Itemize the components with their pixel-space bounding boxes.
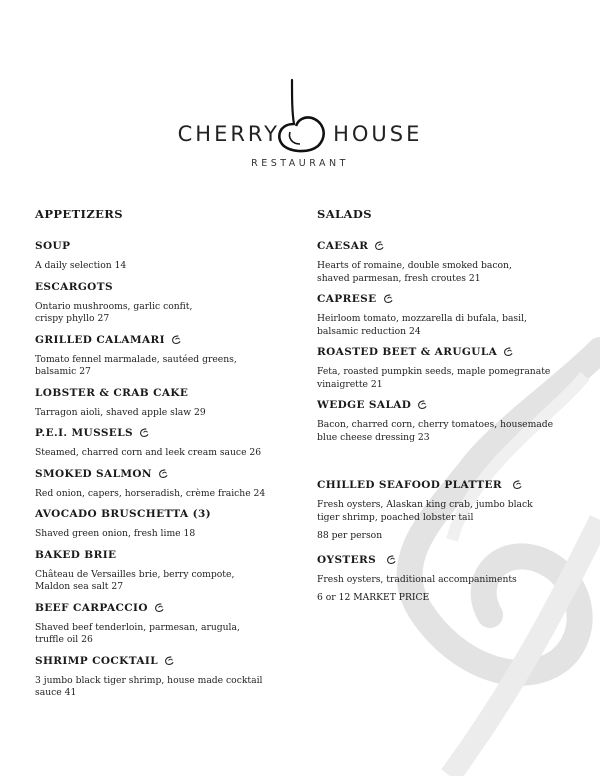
menu-item bbox=[317, 398, 592, 444]
item-name: GRILLED CALAMARI bbox=[35, 333, 165, 346]
appetizers-section bbox=[35, 206, 300, 707]
appetizers-title: APPETIZERS bbox=[35, 207, 123, 221]
menu-item bbox=[35, 467, 300, 501]
cherry-logo-icon bbox=[270, 78, 330, 158]
restaurant-header bbox=[0, 78, 600, 178]
gluten-free-icon bbox=[383, 294, 394, 304]
menu-item bbox=[35, 239, 300, 273]
item-desc-line: Tomato fennel marmalade, sautéed greens, bbox=[35, 353, 237, 365]
gluten-free-icon bbox=[154, 603, 165, 613]
item-name: BEEF CARPACCIO bbox=[35, 601, 148, 614]
item-name: CAPRESE bbox=[317, 293, 377, 305]
item-name: SMOKED SALMON bbox=[35, 467, 152, 480]
menu-item bbox=[317, 239, 592, 285]
item-desc-line: Heirloom tomato, mozzarella di bufala, basil, bbox=[317, 313, 527, 324]
item-name: CAESAR bbox=[317, 240, 369, 252]
item-desc-line: Fresh oysters, traditional accompaniments bbox=[317, 573, 517, 585]
item-desc-line: Bacon, charred corn, cherry tomatoes, housemade bbox=[317, 419, 554, 430]
seafood-section bbox=[317, 478, 592, 615]
gluten-free-icon bbox=[374, 241, 385, 251]
item-desc-line: Tarragon aioli, shaved apple slaw 29 bbox=[35, 406, 206, 418]
item-name: ESCARGOTS bbox=[35, 280, 113, 293]
item-desc-line: Maldon sea salt 27 bbox=[35, 581, 124, 592]
salads-section bbox=[317, 206, 592, 451]
item-desc-line: balsamic reduction 24 bbox=[317, 325, 421, 337]
item-name: WEDGE SALAD bbox=[317, 399, 412, 411]
seafood-platter-item bbox=[317, 478, 592, 543]
item-desc-line: Ontario mushrooms, garlic confit, bbox=[35, 300, 193, 312]
appetizers-list bbox=[35, 239, 300, 700]
item-desc-line: A daily selection 14 bbox=[35, 260, 127, 271]
gluten-free-icon bbox=[512, 480, 523, 490]
item-desc-line: crispy phyllo 27 bbox=[35, 313, 110, 324]
menu-item bbox=[35, 333, 300, 379]
gluten-free-icon bbox=[158, 469, 169, 479]
brand-name-left: CHERRY bbox=[177, 122, 280, 146]
item-note: 6 or 12 MARKET PRICE bbox=[317, 592, 430, 603]
gluten-free-icon bbox=[417, 400, 428, 410]
item-note: 88 per person bbox=[317, 530, 383, 541]
brand-name-right: HOUSE bbox=[333, 122, 423, 146]
gluten-free-icon bbox=[139, 428, 150, 438]
gluten-free-icon bbox=[171, 335, 182, 345]
item-name: SOUP bbox=[35, 240, 71, 252]
item-name: OYSTERS bbox=[317, 553, 377, 566]
item-desc-line: Red onion, capers, horseradish, crème fraiche 24 bbox=[35, 487, 266, 499]
menu-item bbox=[35, 386, 300, 420]
item-desc-line: tiger shrimp, poached lobster tail bbox=[317, 511, 474, 523]
salads-list bbox=[317, 239, 592, 444]
item-name: ROASTED BEET & ARUGULA bbox=[317, 346, 498, 358]
menu-item bbox=[35, 548, 300, 594]
item-desc-line: 3 jumbo black tiger shrimp, house made cocktail bbox=[35, 674, 263, 686]
menu-item bbox=[35, 280, 300, 326]
item-name: SHRIMP COCKTAIL bbox=[35, 654, 158, 667]
gluten-free-icon bbox=[164, 656, 175, 666]
item-desc-line: Château de Versailles brie, berry compote, bbox=[35, 568, 235, 580]
item-desc-line: Shaved green onion, fresh lime 18 bbox=[35, 528, 196, 539]
menu-item bbox=[35, 507, 300, 541]
item-name: AVOCADO BRUSCHETTA (3) bbox=[35, 508, 212, 520]
menu-item bbox=[317, 292, 592, 338]
item-desc-line: Steamed, charred corn and leek cream sauce 26 bbox=[35, 447, 262, 458]
item-desc-line: truffle oil 26 bbox=[35, 634, 93, 645]
item-desc-line: Feta, roasted pumpkin seeds, maple pomegranate bbox=[317, 366, 551, 377]
item-name: BAKED BRIE bbox=[35, 548, 117, 561]
item-desc-line: shaved parmesan, fresh croutes 21 bbox=[317, 272, 481, 284]
restaurant-subtitle: RESTAURANT bbox=[251, 158, 349, 169]
menu-item bbox=[35, 601, 300, 647]
gluten-free-icon bbox=[503, 347, 514, 357]
menu-item bbox=[35, 426, 300, 460]
item-desc-line: blue cheese dressing 23 bbox=[317, 431, 430, 443]
item-desc-line: Hearts of romaine, double smoked bacon, bbox=[317, 260, 512, 271]
item-desc-line: Shaved beef tenderloin, parmesan, arugula, bbox=[35, 621, 240, 633]
menu-item bbox=[35, 654, 300, 700]
item-desc-line: Fresh oysters, Alaskan king crab, jumbo black bbox=[317, 499, 533, 510]
item-desc-line: balsamic 27 bbox=[35, 366, 91, 377]
gluten-free-icon bbox=[386, 555, 397, 565]
item-desc-line: sauce 41 bbox=[35, 687, 77, 698]
item-desc-line: vinaigrette 21 bbox=[317, 378, 383, 390]
menu-item bbox=[317, 345, 592, 391]
oysters-item bbox=[317, 553, 592, 605]
item-name: CHILLED SEAFOOD PLATTER bbox=[317, 479, 502, 491]
salads-title: SALADS bbox=[317, 207, 372, 221]
item-name: P.E.I. MUSSELS bbox=[35, 427, 133, 439]
item-name: LOBSTER & CRAB CAKE bbox=[35, 386, 189, 399]
